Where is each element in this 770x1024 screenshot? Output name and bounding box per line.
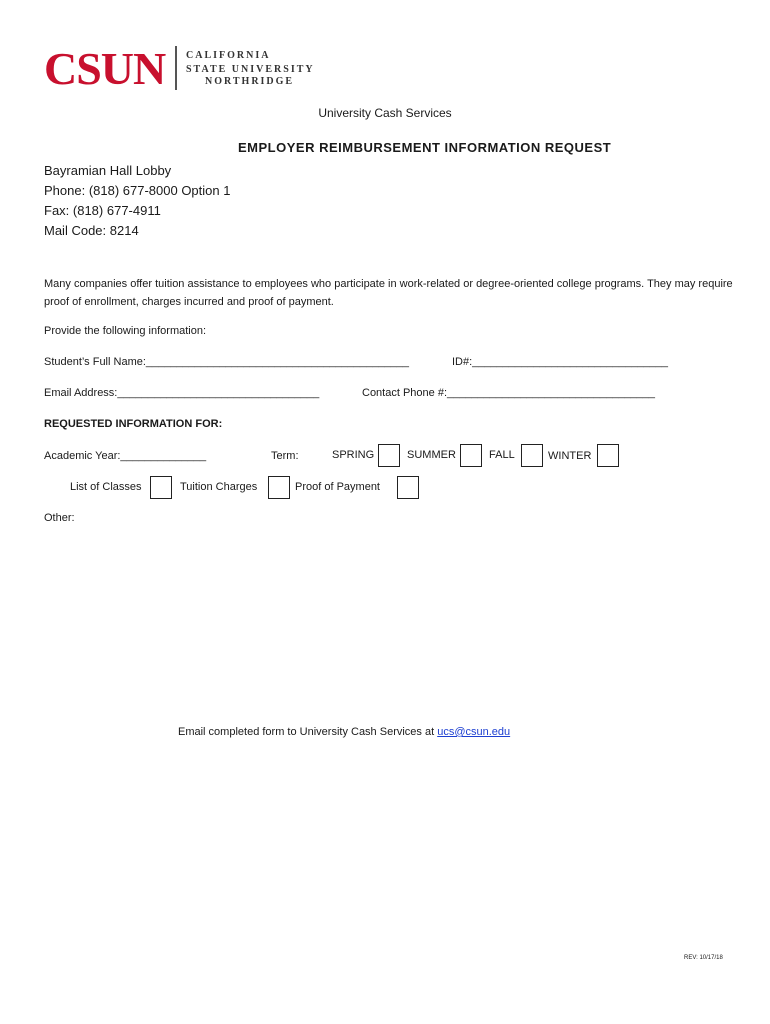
logo-line-northridge: NORTHRIDGE [205, 76, 295, 87]
contact-fax: Fax: (818) 677-4911 [44, 203, 161, 218]
term-winter-label: WINTER [548, 450, 592, 462]
contact-mail-code: Mail Code: 8214 [44, 223, 139, 238]
term-winter-checkbox[interactable] [597, 444, 619, 467]
term-summer-label: SUMMER [407, 449, 456, 461]
list-of-classes-checkbox[interactable] [150, 476, 172, 499]
term-spring-checkbox[interactable] [378, 444, 400, 467]
email-instruction [178, 726, 510, 738]
term-label: Term: [271, 450, 299, 462]
logo-line-state-university: STATE UNIVERSITY [186, 64, 315, 75]
logo-line-california: CALIFORNIA [186, 50, 271, 61]
term-summer-checkbox[interactable] [460, 444, 482, 467]
student-name-field[interactable]: Student’s Full Name:___________________________________________ [44, 356, 409, 368]
csun-logo-wordmark: CSUN [44, 43, 166, 94]
contact-phone: Phone: (818) 677-8000 Option 1 [44, 183, 231, 198]
term-fall-label: FALL [489, 449, 515, 461]
logo-divider [175, 46, 177, 90]
proof-of-payment-label: Proof of Payment [295, 481, 380, 493]
academic-year-field[interactable]: Academic Year:______________ [44, 450, 207, 462]
email-link[interactable]: ucs@csun.edu [437, 726, 511, 738]
department-name: University Cash Services [318, 106, 452, 120]
term-fall-checkbox[interactable] [521, 444, 543, 467]
requested-info-heading: REQUESTED INFORMATION FOR: [44, 418, 223, 430]
tuition-charges-checkbox[interactable] [268, 476, 290, 499]
email-field[interactable]: Email Address:_________________________________ [44, 387, 320, 399]
contact-phone-field[interactable]: Contact Phone #:__________________________________ [362, 387, 656, 399]
id-field[interactable]: ID#:________________________________ [452, 356, 668, 368]
intro-paragraph: Many companies offer tuition assistance to employees who participate in work-related or degree-oriented college programs. They may require proof of enrollment, charges incurred and proof of payment. [44, 278, 733, 308]
term-spring-label: SPRING [332, 449, 375, 461]
other-field-label: Other: [44, 512, 75, 524]
provide-info-text: Provide the following information: [44, 325, 207, 337]
email-instruction-text: Email completed form to University Cash Services at [178, 726, 438, 738]
proof-of-payment-checkbox[interactable] [397, 476, 419, 499]
contact-location: Bayramian Hall Lobby [44, 163, 172, 178]
revision-date: REV: 10/17/18 [684, 955, 723, 961]
list-of-classes-label: List of Classes [70, 481, 142, 493]
page-title: EMPLOYER REIMBURSEMENT INFORMATION REQUEST [238, 140, 612, 155]
tuition-charges-label: Tuition Charges [180, 481, 258, 493]
